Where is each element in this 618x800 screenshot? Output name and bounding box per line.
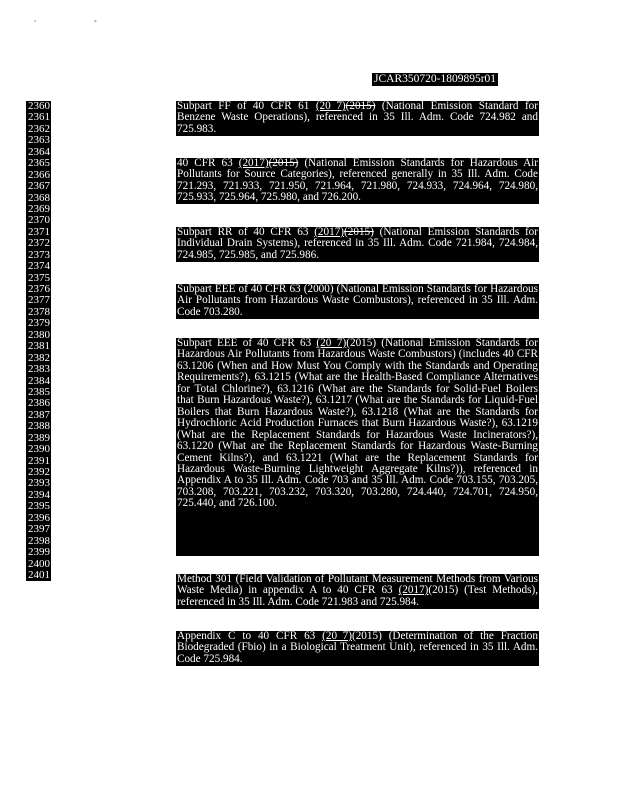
line-number: 2396 [28,511,50,524]
line-number: 2394 [28,488,50,501]
line-number-column [26,101,51,581]
line-number: 2375 [28,271,50,284]
line-number: 2383 [28,363,50,376]
line-number: 2372 [28,237,50,250]
line-number: 2400 [28,557,50,570]
inserted-text: (20_7) [315,100,346,112]
entry-method-301 [176,574,539,609]
inserted-text: (2017) [398,584,429,597]
deleted-text: (2015) [345,100,376,112]
line-number: 2393 [28,477,50,490]
line-number: 2362 [28,122,50,135]
line-number: 2386 [28,397,50,410]
line-number: 2379 [28,317,50,330]
deleted-text: (2015) [344,226,374,238]
line-number: 2364 [28,145,50,158]
entry-subpart-ff [176,101,539,136]
line-number: 2361 [28,111,50,124]
line-number: 2384 [28,374,50,387]
inserted-text: (20_7) [322,630,352,642]
line-number: 2397 [28,523,50,536]
line-number: 2401 [28,568,50,581]
entry-subpart-rr [176,227,539,262]
line-number: 2392 [28,466,50,478]
entry-text: (National Emission Standards for Hazardous Air Pollutants for Source Categories), referenced generally in 35 Ill. Adm. Code 721.293, 721.933, 721.950, 721.964, 721.980, 724.933, 724.964, 724.980, 725.933, 725.964, 725.980, and 726.200. [177,157,538,204]
entry-text: Appendix C to 40 CFR 63 [177,630,323,642]
line-number: 2387 [28,408,50,421]
line-number: 2378 [28,305,50,318]
line-number: 2363 [28,134,50,147]
entry-text: Subpart RR of 40 CFR 63 [177,226,315,238]
entry-appendix-c [176,631,539,666]
entry-text: Subpart EEE of 40 CFR 63 (2000) (National Emission Standards for Hazardous Air Pollutants from Hazardous Waste Combustors), referenced in 35 Ill. Adm. Code 703.280. [177,283,538,318]
line-number: 2399 [28,546,50,559]
line-number: 2374 [28,260,50,273]
deleted-text: (2015) [268,157,299,169]
line-number: 2395 [28,500,50,513]
line-number: 2388 [28,420,50,433]
line-number: 2381 [28,340,50,353]
entry-40cfr63 [176,158,539,204]
entry-text: Subpart FF of 40 CFR 61 [177,100,316,112]
line-number: 2385 [28,385,50,398]
line-number: 2368 [28,191,50,204]
entry-text: (2015) (Test Methods), referenced in 35 Ill. Adm. Code 721.983 and 725.984. [177,584,538,608]
line-number: 2367 [28,180,50,193]
entry-text: (2015) (National Emission Standards for Hazardous Air Pollutants from Hazardous Waste Combustors) (includes 40 CFR 63.1206 (When and How Must You Comply with the Standards and Operating Requirements?), 63.1215 (What are the Health-Based Compliance Alternatives for Total Chlorine?), 63.1216 (What are the Standards for Solid-Fuel Boilers that Burn Hazardous Waste?), 63.1217 (What are the Standards for Liquid-Fuel Boilers that Burn Hazardous Waste?), 63.1218 (What are the Standards for Hydrochloric Acid Production Furnaces that Burn Hazardous Waste?), 63.1219 (What are the Replacement Standards for Hazardous Waste Incinerators?), 63.1220 (What are the Replacement Standards for Hazardous Waste-Burning Cement Kilns?), and 63.1221 (What are the Replacement Standards for Hazardous Waste-Burning Lightweight Aggregate Kilns?)), referenced in Appendix A to 35 Ill. Adm. Code 703 and 35 Ill. Adm. Code 703.155, 703.205, 703.208, 703.221, 703.232, 703.320, 703.280, 724.440, 724.701, 724.950, 725.440, and 726.100. [177,337,538,510]
line-number: 2369 [28,202,50,215]
entry-subpart-eee [176,338,539,556]
entry-text: (2015) (Determination of the Fraction Biodegraded (Fbio) in a Biological Treatment Unit), referenced in 35 Ill. Adm. Code 725.984. [177,630,538,665]
line-number: 2371 [28,225,50,238]
line-number: 2377 [28,294,50,307]
top-marks: ° * [34,20,125,26]
entry-subpart-eee-2000 [176,284,539,319]
line-number: 2380 [28,328,50,341]
entry-text: 40 CFR 63 [177,157,239,169]
line-number: 2370 [28,214,50,227]
entry-text: Method 301 (Field Validation of Pollutant Measurement Methods from Various Waste Media) in appendix A to 40 CFR 63 [177,573,538,597]
line-number: 2391 [28,454,50,467]
line-number: 2366 [28,168,50,181]
inserted-text: (2017) [314,226,345,238]
entry-text: Subpart EEE of 40 CFR 63 [177,337,317,349]
document-code-header: JCAR350720-1809895r01 [374,73,497,85]
line-number: 2382 [28,351,50,364]
entry-text: (National Emission Standard for Benzene Waste Operations), referenced in 35 Ill. Adm. Code 724.982 and 725.983. [177,100,538,135]
entry-text: (National Emission Standards for Individual Drain Systems), referenced in 35 Ill. Adm. Code 721.984, 724.984, 724.985, 725.985, and 725.986. [177,226,539,261]
line-number: 2389 [28,431,50,444]
line-number: 2365 [28,157,50,170]
inserted-text: (20_7) [316,337,347,349]
line-number: 2360 [28,100,50,112]
inserted-text: (2017) [238,157,269,169]
line-number: 2373 [28,248,50,261]
line-number: 2390 [28,443,50,456]
line-number: 2398 [28,534,50,547]
line-number: 2376 [28,283,50,295]
